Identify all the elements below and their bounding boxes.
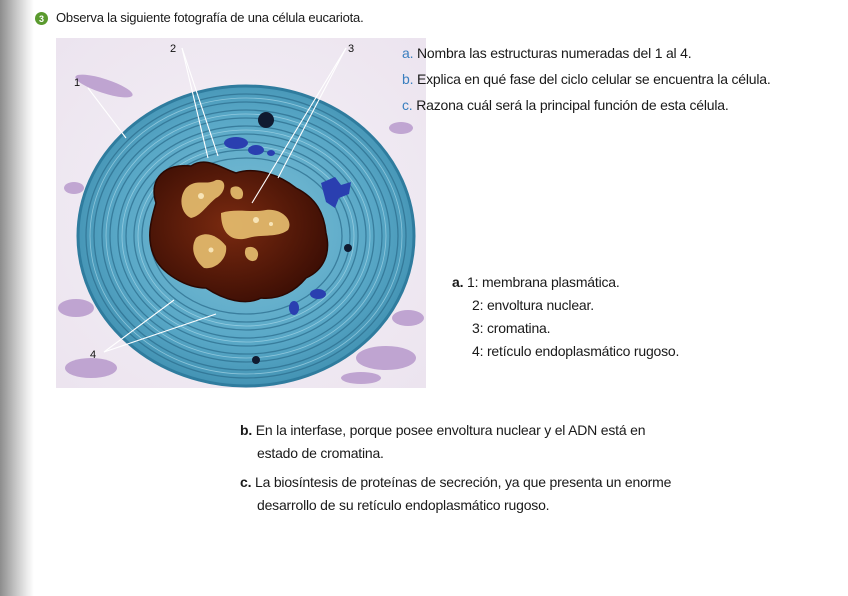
- exercise-title: Observa la siguiente fotografía de una célula eucariota.: [56, 10, 364, 25]
- question-b: [402, 66, 771, 92]
- answer-c: [240, 471, 671, 517]
- question-c: [402, 92, 771, 118]
- answer-b-line2: estado de cromatina.: [257, 445, 384, 461]
- question-a-letter: a.: [402, 45, 414, 61]
- question-b-text: Explica en qué fase del ciclo celular se encuentra la célula.: [416, 71, 771, 87]
- answer-c-line2: desarrollo de su retículo endoplasmático rugoso.: [257, 497, 550, 513]
- label-2: 2: [170, 43, 177, 55]
- label-1: 1: [74, 77, 81, 89]
- label-4: 4: [90, 349, 97, 361]
- cell-micrograph: [56, 38, 426, 388]
- answer-b-line1: En la interfase, porque posee envoltura nuclear y el ADN está en: [255, 422, 646, 438]
- answer-a: [452, 271, 679, 363]
- answer-b-letter: b.: [240, 422, 253, 438]
- question-a: [402, 40, 771, 66]
- label-3: 3: [348, 43, 355, 55]
- answer-a-item-4: 4: retículo endoplasmático rugoso.: [472, 343, 680, 359]
- answer-a-item-2: 2: envoltura nuclear.: [472, 297, 594, 313]
- question-b-letter: b.: [402, 71, 414, 87]
- answer-c-line1: La biosíntesis de proteínas de secreción, ya que presenta un enorme: [254, 474, 672, 490]
- page-edge-shadow: [0, 0, 34, 596]
- answer-a-letter: a.: [452, 274, 464, 290]
- questions-list: [402, 40, 771, 118]
- question-c-letter: c.: [402, 97, 413, 113]
- answer-a-item-1: 1: membrana plasmática.: [466, 274, 620, 290]
- answer-c-letter: c.: [240, 474, 252, 490]
- answer-a-item-3: 3: cromatina.: [472, 320, 551, 336]
- question-c-text: Razona cuál será la principal función de esta célula.: [416, 97, 729, 113]
- question-a-text: Nombra las estructuras numeradas del 1 al 4.: [416, 45, 692, 61]
- exercise-number-badge: 3: [35, 12, 48, 25]
- answer-b: [240, 419, 645, 465]
